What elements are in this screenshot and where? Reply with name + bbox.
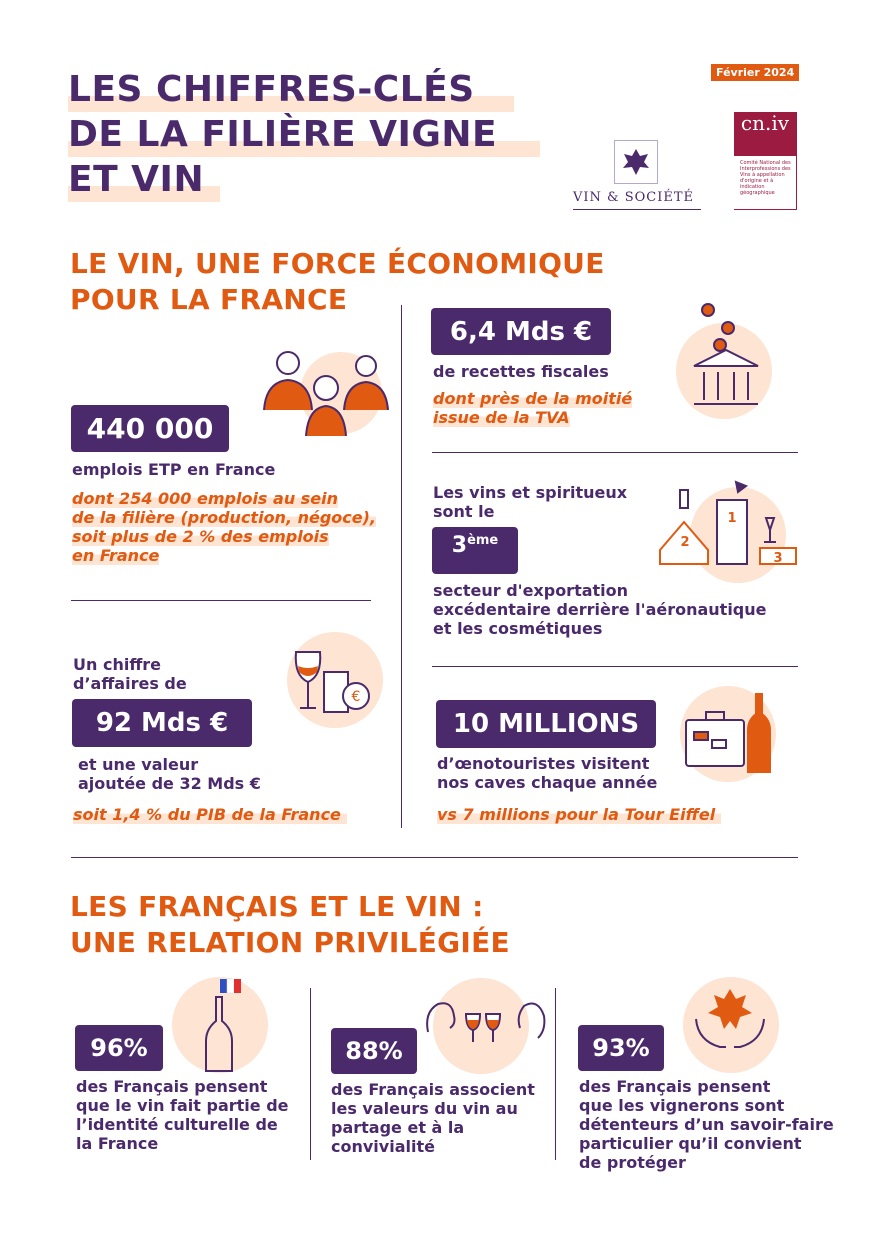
right-divider-1 bbox=[432, 452, 798, 453]
stat2-value-box: 88% bbox=[331, 1028, 417, 1074]
tax-detail-line-2 bbox=[433, 408, 570, 427]
podium-rank-3: 3 bbox=[773, 551, 783, 566]
podium-icon bbox=[656, 470, 801, 570]
stat3-text-line-5: de protéger bbox=[579, 1153, 686, 1172]
section1-heading-line-2: POUR LA FRANCE bbox=[70, 283, 348, 316]
export-intro-line-1: Les vins et spiritueux bbox=[433, 483, 628, 502]
stat1-text-line-2: que le vin fait partie de bbox=[76, 1096, 289, 1115]
suitcase-bottle-icon bbox=[684, 694, 774, 774]
page-title-line-3: ET VIN bbox=[68, 159, 205, 200]
turnover-label-line-2: ajoutée de 32 Mds € bbox=[78, 774, 261, 793]
tax-detail-text-1: dont près de la moitié bbox=[433, 389, 633, 408]
vine-leaf-icon bbox=[615, 141, 657, 183]
jobs-detail-line-2 bbox=[72, 508, 376, 527]
stat2-text-line-1: des Français associent bbox=[331, 1080, 535, 1099]
stat1-text-line-3: l’identité culturelle de bbox=[76, 1115, 278, 1134]
workers-icon bbox=[258, 348, 398, 443]
tourism-value-box: 10 MILLIONS bbox=[436, 700, 656, 748]
stat1-text-line-4: la France bbox=[76, 1134, 159, 1153]
stat2-text-line-2: les valeurs du vin au bbox=[331, 1099, 518, 1118]
jobs-detail-text-4: en France bbox=[72, 546, 160, 565]
stat3-text-line-2: que les vignerons sont bbox=[579, 1096, 785, 1115]
turnover-intro-line-2: d’affaires de bbox=[73, 674, 187, 693]
export-rank-box bbox=[432, 527, 518, 574]
tourism-label-line-2: nos caves chaque année bbox=[437, 773, 658, 792]
turnover-intro-line-1: Un chiffre bbox=[73, 655, 162, 674]
jobs-detail-line-4 bbox=[72, 546, 159, 565]
export-label-line-1: secteur d'exportation bbox=[433, 581, 629, 600]
vin-societe-logo bbox=[614, 140, 658, 184]
right-divider-2 bbox=[432, 666, 798, 667]
jobs-detail-line-3 bbox=[72, 527, 329, 546]
page-title-line-2: DE LA FILIÈRE VIGNE bbox=[68, 114, 498, 155]
date-badge: Février 2024 bbox=[711, 64, 799, 81]
export-rank-suffix: ème bbox=[467, 533, 499, 548]
tourism-detail bbox=[437, 805, 721, 824]
stat2-text-line-4: convivialité bbox=[331, 1137, 435, 1156]
stat3-text-line-3: détenteurs d’un savoir-faire bbox=[579, 1115, 834, 1134]
tax-detail-text-2: issue de la TVA bbox=[433, 408, 570, 427]
stat3-value-box: 93% bbox=[578, 1025, 664, 1071]
turnover-detail bbox=[73, 805, 347, 824]
section1-heading-line-1: LE VIN, UNE FORCE ÉCONOMIQUE bbox=[70, 247, 605, 280]
stat-divider-2 bbox=[555, 988, 556, 1160]
jobs-detail-text-1: dont 254 000 emplois au sein bbox=[72, 489, 339, 508]
export-label-line-3: et les cosmétiques bbox=[433, 619, 603, 638]
bottle-flag-icon bbox=[200, 977, 250, 1073]
turnover-value-box: 92 Mds € bbox=[72, 699, 252, 747]
stat-divider-1 bbox=[310, 988, 311, 1160]
tourism-detail-text: vs 7 millions pour la Tour Eiffel bbox=[437, 805, 721, 824]
jobs-value-box: 440 000 bbox=[71, 405, 229, 452]
tax-detail-line-1 bbox=[433, 389, 632, 408]
svg-text:€: € bbox=[351, 689, 361, 705]
left-divider bbox=[71, 600, 371, 601]
jobs-detail-line-1 bbox=[72, 489, 338, 508]
jobs-detail-text-3: soit plus de 2 % des emplois bbox=[72, 527, 329, 546]
jobs-label bbox=[72, 460, 275, 479]
turnover-detail-text: soit 1,4 % du PIB de la France bbox=[73, 805, 347, 824]
export-label-line-2: excédentaire derrière l'aéronautique bbox=[433, 600, 767, 619]
jobs-detail-text-2: de la filière (production, négoce), bbox=[72, 508, 377, 527]
podium-rank-1: 1 bbox=[727, 511, 737, 526]
tax-value-box: 6,4 Mds € bbox=[431, 308, 611, 355]
export-intro-line-2: sont le bbox=[433, 502, 495, 521]
vin-societe-wordmark: VIN & SOCIÉTÉ bbox=[573, 190, 695, 205]
stat2-text-line-3: partage et à la bbox=[331, 1118, 465, 1137]
stat3-text-line-1: des Français pensent bbox=[579, 1077, 771, 1096]
section-divider bbox=[71, 857, 798, 858]
section2-heading-line-1: LES FRANÇAIS ET LE VIN : bbox=[70, 890, 484, 923]
tourism-label-line-1: d’œnotouristes visitent bbox=[437, 754, 650, 773]
logo-underline bbox=[573, 209, 701, 210]
section2-heading-line-2: UNE RELATION PRIVILÉGIÉE bbox=[70, 926, 510, 959]
stat3-text-line-4: particulier qu’il convient bbox=[579, 1134, 802, 1153]
stat1-value-box: 96% bbox=[75, 1025, 163, 1071]
bank-icon bbox=[686, 300, 766, 418]
jobs-label-text: emplois ETP en France bbox=[72, 460, 276, 479]
tax-label: de recettes fiscales bbox=[433, 362, 609, 381]
cniv-subtitle: Comité National des Interprofessions des Vins à appellation d'origine et à indication géographique bbox=[740, 160, 791, 196]
hands-leaf-icon bbox=[690, 985, 770, 1055]
page-title-line-1: LES CHIFFRES-CLÉS bbox=[68, 69, 475, 110]
stat1-text-line-1: des Français pensent bbox=[76, 1077, 268, 1096]
turnover-label-line-1: et une valeur bbox=[78, 755, 199, 774]
podium-rank-2: 2 bbox=[680, 535, 690, 550]
export-rank: 3 bbox=[451, 533, 468, 558]
vertical-divider bbox=[401, 305, 402, 828]
cniv-logo: cn.iv bbox=[734, 112, 796, 156]
toast-people-icon bbox=[420, 988, 555, 1048]
wine-glass-coins-icon bbox=[290, 648, 380, 720]
